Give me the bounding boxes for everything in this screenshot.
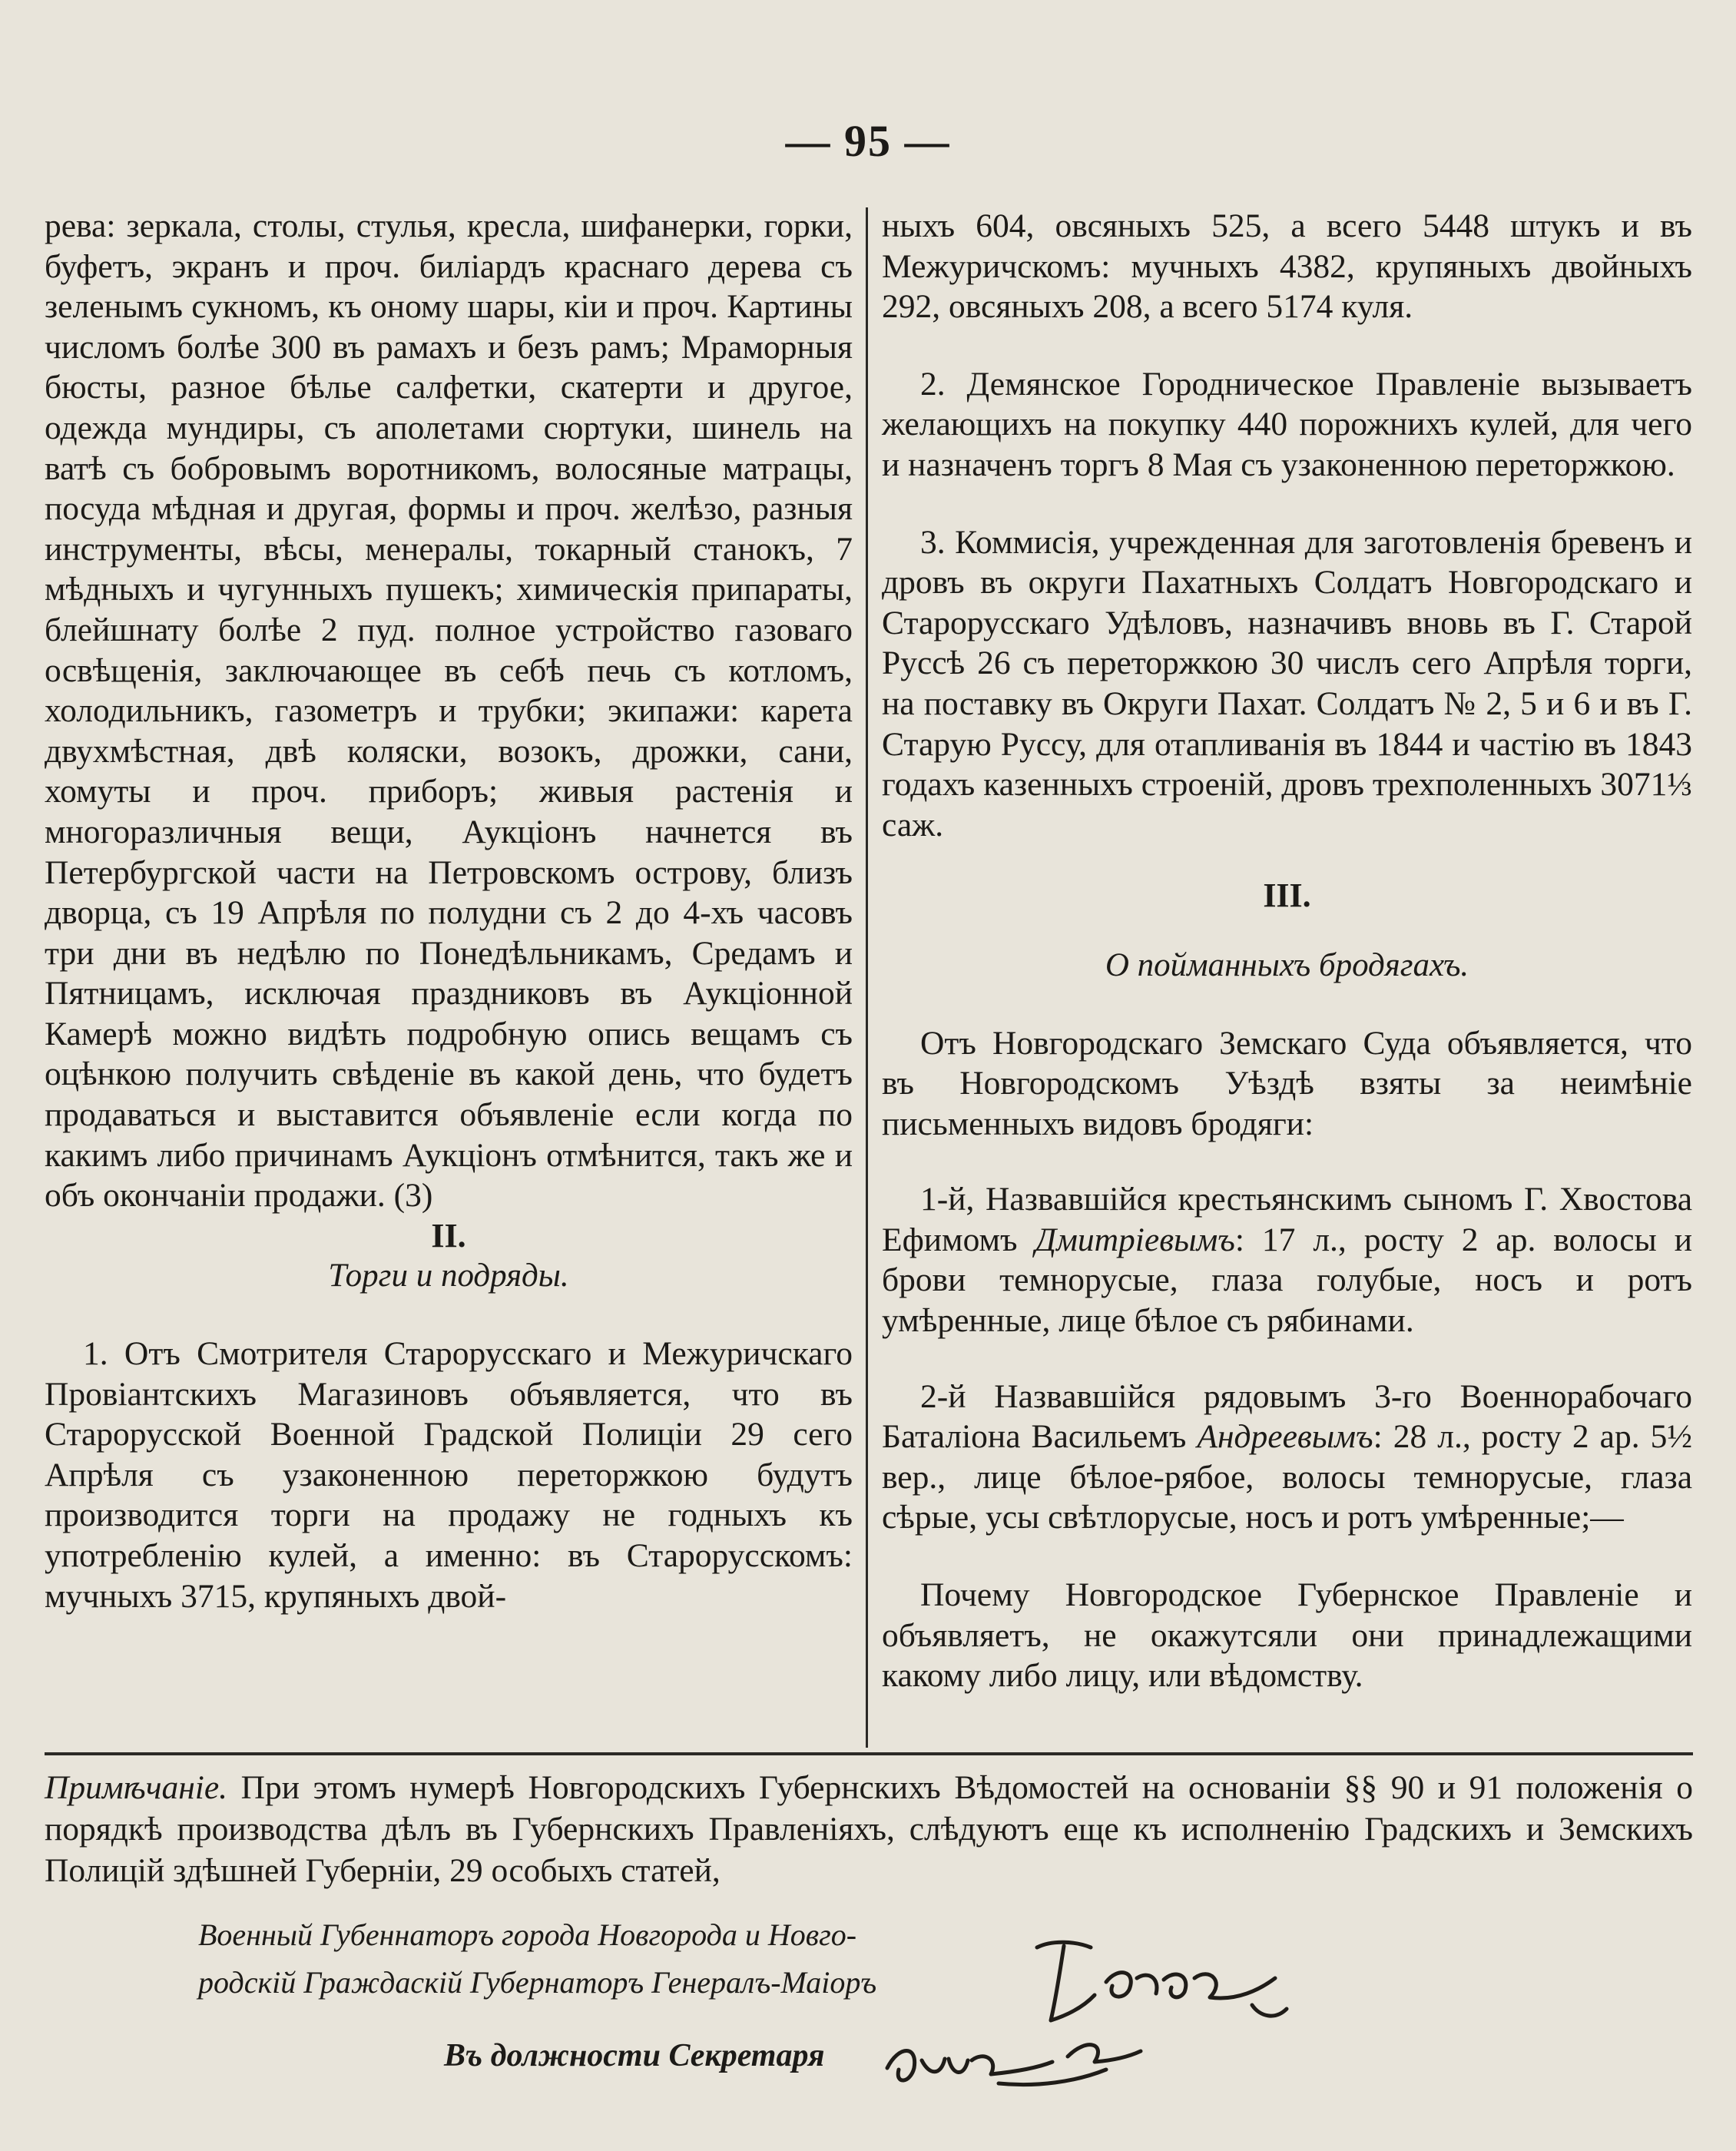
trade-item-1-end: ныхъ 604, овсяныхъ 525, а всего 5448 штукъ и въ Межуричскомъ: мучныхъ 4382, крупяныхъ двойныхъ 292, овсяныхъ 208, а всего 5174 куля. [882,207,1692,326]
vagrant-1-text-a: 1-й, Назвавшійся крестьянскимъ сыномъ Г. Хвостова Ефимомъ [882,1181,1692,1258]
auction-continuation: рева: зеркала, столы, стулья, кресла, шифанерки, горки, буфетъ, экранъ и проч. биліардъ краснаго дерева съ зеленымъ сукномъ, къ оному шары, кіи и проч. Картины числомъ болѣе 300 въ рамахъ и безъ рамъ; Мраморныя бюсты, разное бѣлье салфетки, скатерти и другое, одежда мундиры, съ аполетами сюртуки, шинель на ватѣ съ бобровымъ воротникомъ, волосяные матрацы, посуда мѣдная и другая, формы и проч. желѣзо, разныя инструменты, вѣсы, менералы, токарный станокъ, 7 мѣдныхъ и чугунныхъ пушекъ; химическія припараты, блейшнату болѣе 2 пуд. полное устройство газоваго освѣщенія, заключающее въ себѣ печь съ котломъ, холодильникъ, газометръ и трубки; экипажи: карета двухмѣстная, двѣ коляски, возокъ, дрожки, сани, хомуты и проч. приборъ; живыя растенія и многоразличныя вещи, Аукціонъ начнется въ Петербургской части на Петровскомъ острову, близъ дворца, съ 19 Апрѣля по полудни съ 2 до 4-хъ часовъ три дни въ недѣлю по Понедѣльникамъ, Средамъ и Пятницамъ, исключая праздниковъ въ Аукціонной Камерѣ можно видѣть подробную опись вещамъ съ оцѣнкою получить свѣденіе въ какой день, что будетъ продаваться и выставится объявленіе если когда по какимъ либо причинамъ Аукціонъ отмѣнится, такъ же и объ окончаніи продажи. (3) [45,207,853,1215]
governor-title-line-1: Военный Губеннаторъ города Новгорода и Новго- [198,1917,857,1952]
footer-note [45,1767,1693,1891]
trade-item-2: 2. Демянское Городническое Правленіе вызываетъ желающихъ на покупку 440 порожнихъ кулей, для чего и назначенъ торгъ 8 Мая съ узаконенною переторжкою. [882,365,1692,483]
vagrant-1-text-b: : 17 л., росту 2 ар. волосы и брови темнорусые, глаза голубые, носъ и ротъ умѣренные, лице бѣлое съ рябинами. [882,1221,1693,1340]
section-title-trades: Торги и подряды. [328,1258,569,1294]
vagrant-1 [882,1179,1692,1341]
left-column [45,206,853,1616]
section-number-iii: III. [1263,877,1311,915]
governor-title-line-2: родскій Граждаскій Губернаторъ Генералъ-Маіоръ [198,1965,877,2000]
vagrant-2 [882,1377,1692,1538]
note-text: При этомъ нумерѣ Новгородскихъ Губернскихъ Вѣдомостей на основаніи §§ 90 и 91 положенія о порядкѣ производства дѣлъ въ Губернскихъ Правленіяхъ, слѣдуютъ еще къ исполненію Градскихъ и Земскихъ Полицій здѣшней Губерніи, 29 особыхъ статей, [45,1769,1693,1889]
section-title-vagrants: О пойманныхъ бродягахъ. [1105,946,1469,983]
page-number: — 95 — [785,116,951,166]
footer-rule [45,1752,1693,1755]
column-divider [866,207,868,1748]
closing-statement: Почему Новгородское Губернское Правленіе и объявляетъ, не окажутсяли они принадлежащими какому либо лицу, или вѣдомству. [882,1576,1692,1695]
vagrant-2-text-a: 2-й Назвавшійся рядовымъ 3-го Военнорабочаго Баталіона Васильемъ [882,1377,1692,1456]
vagrant-2-text-b: : 28 л., росту 2 ар. 5½ вер., лице бѣлое-рябое, волосы темнорусые, глаза сѣрые, усы свѣтлорусые, носъ и ротъ умѣренные;— [882,1418,1692,1536]
secretary-signature-icon [876,2014,1152,2099]
governor-signature-block [198,1911,1005,2007]
vagrant-1-surname: Дмитріевымъ [1035,1221,1235,1258]
vagrant-2-surname: Андреевымъ [1197,1418,1373,1456]
vagrants-intro: Отъ Новгородскаго Земскаго Суда объявляется, что въ Новгородскомъ Уѣздѣ взяты за неимѣніе письменныхъ видовъ бродяги: [882,1024,1692,1142]
right-column [882,206,1692,1696]
section-number-ii: II. [431,1216,466,1254]
trade-item-3: 3. Коммисія, учрежденная для заготовленія бревенъ и дровъ въ округи Пахатныхъ Солдатъ Новгородскаго и Старорусскаго Удѣловъ, назначивъ вновь въ Г. Старой Руссѣ 26 съ переторжкою 30 числъ сего Апрѣля торги, на поставку въ Округи Пахат. Солдатъ № 2, 5 и 6 и въ Г. Старую Руссу, для отапливанія въ 1844 и частію въ 1843 годахъ казенныхъ строеній, дровъ трехполенныхъ 3071⅓ саж. [882,523,1692,843]
secretary-label: Въ должности Секретаря [444,2038,825,2073]
note-label: Примѣчаніе. [45,1769,228,1806]
trade-item-1-start: 1. Отъ Смотрителя Старорусскаго и Межуричскаго Провіантскихъ Магазиновъ объявляется, что въ Старорусской Военной Градской Полиціи 29 сего Апрѣля съ узаконенною переторжкою будутъ производится торги на продажу не годныхъ къ употребленію кулей, а именно: въ Старорусскомъ: мучныхъ 3715, крупяныхъ двой- [45,1335,853,1615]
